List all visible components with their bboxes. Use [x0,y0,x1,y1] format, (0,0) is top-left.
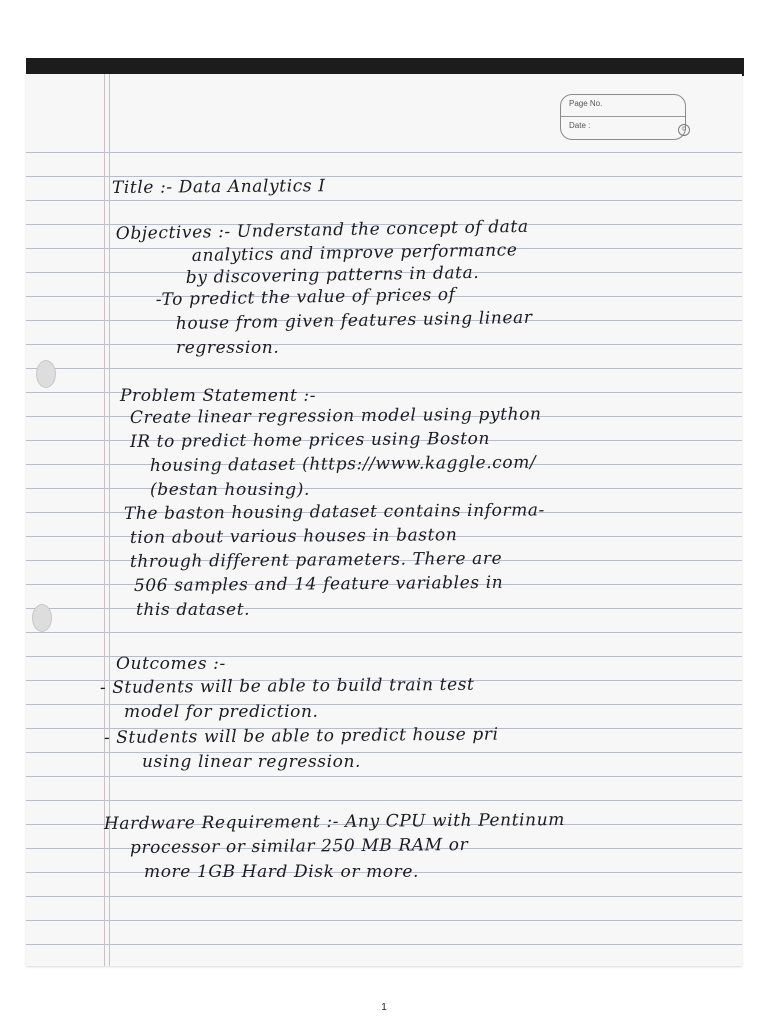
outcomes-line: using linear regression. [142,752,362,772]
ruled-line [26,344,742,345]
outcomes-line: model for prediction. [124,702,319,722]
ruled-line [26,632,742,633]
ruled-line [26,944,742,945]
page-date-stamp [560,94,686,140]
problem-statement-line: Create linear regression model using python [129,404,542,428]
ruled-line [26,776,742,777]
problem-statement-line: IR to predict home prices using Boston [129,428,491,452]
problem-statement-line: this dataset. [136,600,251,620]
problem-statement-line: (bestan housing). [150,480,310,500]
problem-statement-heading: Problem Statement :- [120,386,317,406]
objectives-line: regression. [176,338,280,358]
ruled-line [26,752,742,753]
ruled-line [26,200,742,201]
hardware-line: Hardware Requirement :- Any CPU with Pentinum [103,809,566,834]
ruled-line [26,920,742,921]
page-no-label: Page No. [569,99,603,108]
problem-statement-line: through different parameters. There are [129,548,503,572]
ruled-line [26,368,742,369]
copyright-mark-icon: © [678,124,690,136]
punch-hole [32,604,52,632]
note-title: Title :- Data Analytics I [111,176,326,198]
problem-statement-line: 506 samples and 14 feature variables in [133,572,504,596]
hardware-line: processor or similar 250 MB RAM or [129,835,469,858]
date-label: Date : [569,121,591,130]
objectives-line: by discovering patterns in data. [185,262,480,288]
outcomes-line: - Students will be able to predict house pri [103,724,499,748]
outcomes-heading: Outcomes :- [116,654,226,674]
problem-statement-line: tion about various houses in baston [129,525,458,548]
outcomes-line: - Students will be able to build train test [99,674,475,698]
ruled-line [26,608,742,609]
notebook-page [26,74,742,966]
ruled-line [26,800,742,801]
ruled-line [26,488,742,489]
ruled-line [26,896,742,897]
punch-hole [36,360,56,388]
problem-statement-line: housing dataset (https://www.kaggle.com/ [149,452,537,476]
objectives-line: analytics and improve performance [191,240,518,266]
ruled-line [26,152,742,153]
objectives-line: house from given features using linear [175,307,533,334]
objectives-line: -To predict the value of prices of [155,284,456,310]
objectives-line: Objectives :- Understand the concept of data [115,216,529,244]
stamp-divider [561,116,685,117]
page-number: 1 [381,1002,387,1013]
hardware-line: more 1GB Hard Disk or more. [144,862,420,882]
problem-statement-line: The baston housing dataset contains informa- [123,500,546,524]
